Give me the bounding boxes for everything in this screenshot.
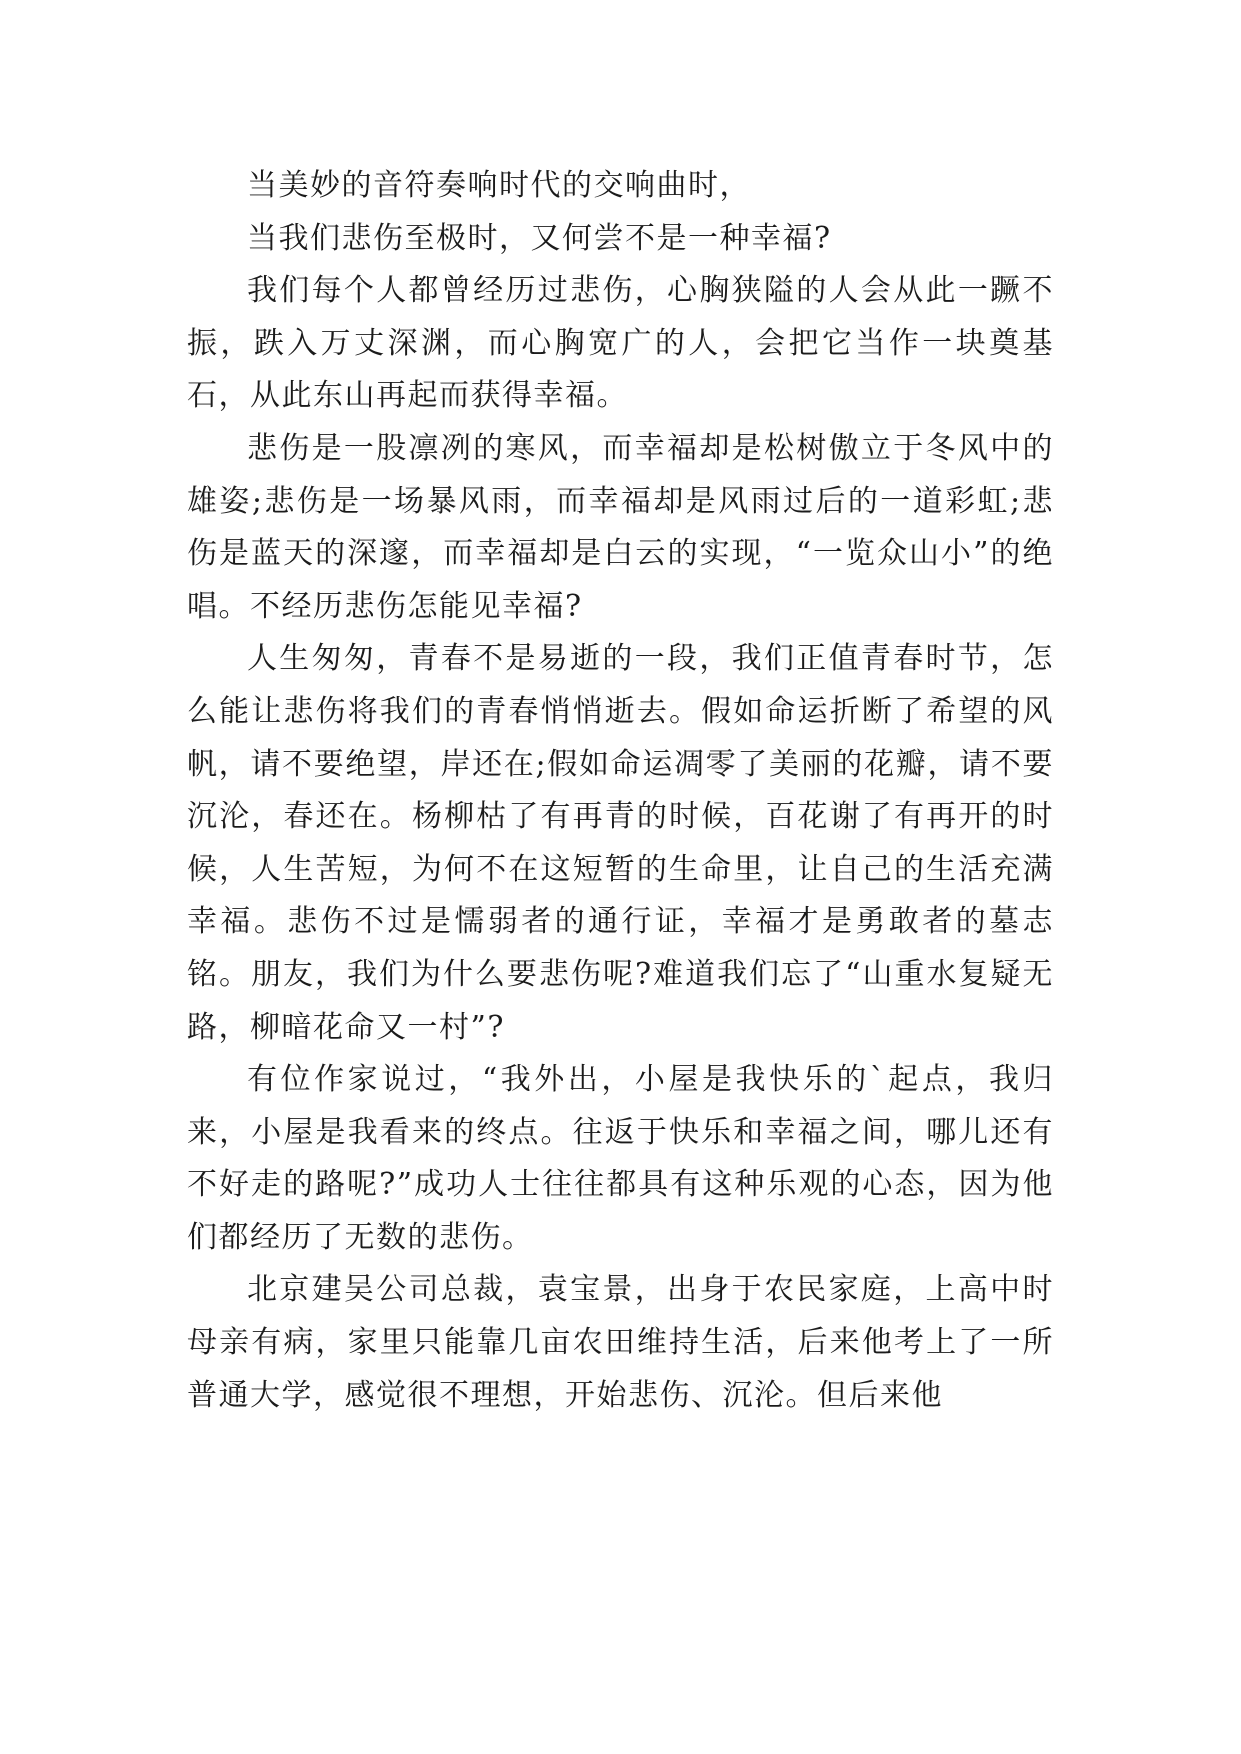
paragraph-7: 北京建吴公司总裁，袁宝景，出身于农民家庭，上高中时母亲有病，家里只能靠几亩农田维持生活，后来他考上了一所普通大学，感觉很不理想，开始悲伤、沉沦。但后来他 (187, 1272, 1054, 1413)
paragraph-2: 当我们悲伤至极时，又何尝不是一种幸福? (247, 220, 832, 256)
document-body (187, 160, 1054, 1422)
paragraph-5: 人生匆匆，青春不是易逝的一段，我们正值青春时节，怎么能让悲伤将我们的青春悄悄逝去。假如命运折断了希望的风帆，请不要绝望，岸还在;假如命运凋零了美丽的花瓣，请不要沉沦，春还在。杨柳枯了有再青的时候，百花谢了有再开的时候，人生苦短，为何不在这短暂的生命里，让自己的生活充满幸福。悲伤不过是懦弱者的通行证，幸福才是勇敢者的墓志铭。朋友，我们为什么要悲伤呢?难道我们忘了“山重水复疑无路，柳暗花命又一村”? (187, 641, 1054, 1045)
paragraph-1: 当美妙的音符奏响时代的交响曲时， (247, 168, 751, 203)
paragraph-6: 有位作家说过，“我外出，小屋是我快乐的`起点，我归来，小屋是我看来的终点。往返于快乐和幸福之间，哪儿还有不好走的路呢?”成功人士往往都具有这种乐观的心态，因为他们都经历了无数的悲伤。 (187, 1062, 1054, 1255)
paragraph-3: 我们每个人都曾经历过悲伤，心胸狭隘的人会从此一蹶不振，跌入万丈深渊，而心胸宽广的人，会把它当作一块奠基石，从此东山再起而获得幸福。 (187, 273, 1054, 414)
paragraph-4: 悲伤是一股凛冽的寒风，而幸福却是松树傲立于冬风中的雄姿;悲伤是一场暴风雨，而幸福却是风雨过后的一道彩虹;悲伤是蓝天的深邃，而幸福却是白云的实现，“一览众山小”的绝唱。不经历悲伤怎能见幸福? (187, 430, 1054, 624)
